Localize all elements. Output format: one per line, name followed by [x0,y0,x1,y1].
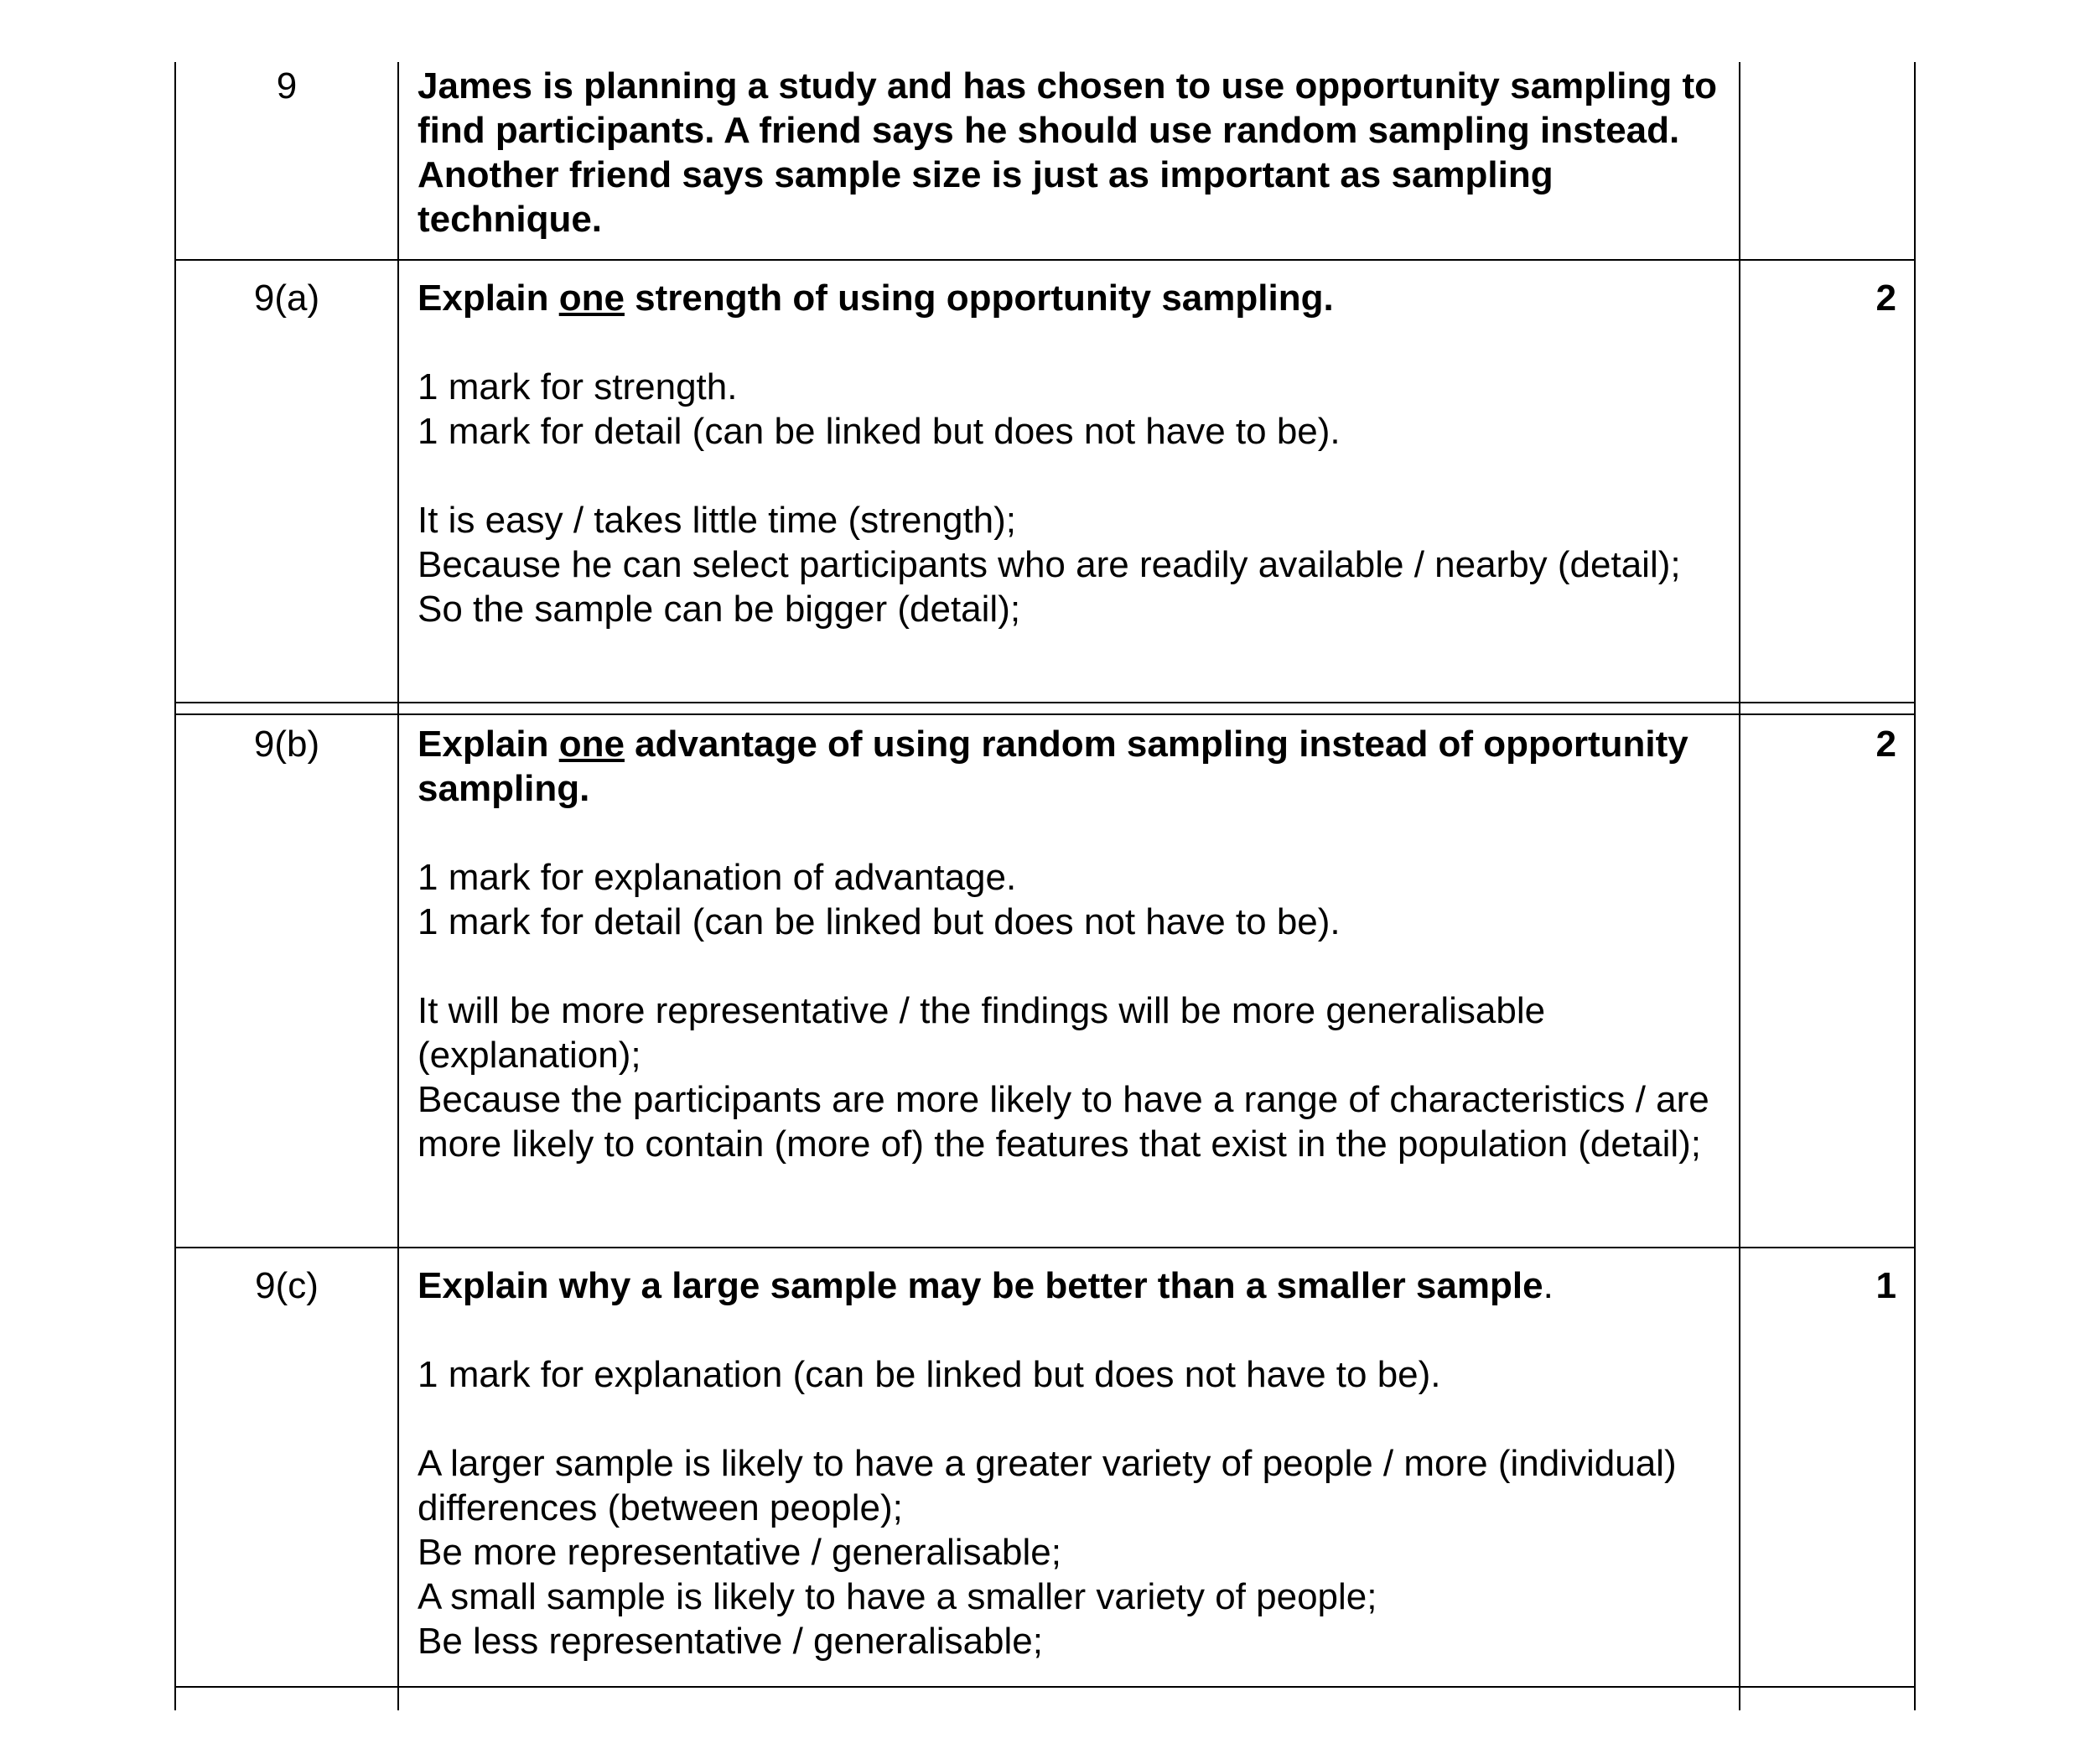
answer-line: A small sample is likely to have a smaller variety of people; [418,1576,1377,1617]
question-content [418,64,1725,241]
question-prompt: Explain one advantage of using random sampling instead of opportunity sampling. [418,724,1688,809]
marking-guidance [418,1352,1725,1397]
marks-value: 2 [1875,278,1896,319]
guidance-line: 1 mark for strength. [418,366,738,407]
marks-value: 1 [1875,1265,1896,1306]
question-stem: James is planning a study and has chosen to use opportunity sampling to find participants. A friend says he should use random sampling instead. Another friend says sample size is just as important as sampling technique. [418,65,1718,240]
question-content [418,276,1725,631]
question-content [418,1263,1725,1663]
guidance-line: 1 mark for explanation (can be linked but does not have to be). [418,1354,1441,1395]
answer-line: Be more representative / generalisable; [418,1532,1061,1573]
answer-line: Because he can select participants who are readily available / nearby (detail); [418,544,1681,585]
answer-line: Because the participants are more likely to have a range of characteristics / are more likely to contain (more of) the features that exist in the population (detail); [418,1079,1709,1165]
indicative-answers [418,498,1725,631]
answer-line: A larger sample is likely to have a greater variety of people / more (individual) differences (between people); [418,1443,1677,1528]
question-number: 9 [276,65,298,106]
table-row-9b [174,715,1916,1247]
question-prompt: Explain one strength of using opportunity sampling. [418,278,1334,319]
question-content [418,722,1725,1166]
answer-line: So the sample can be bigger (detail); [418,589,1021,630]
marking-guidance [418,365,1725,454]
guidance-line: 1 mark for explanation of advantage. [418,857,1017,898]
emphasis-underlined: one [558,724,625,765]
guidance-line: 1 mark for detail (can be linked but does not have to be). [418,901,1341,942]
marking-guidance [418,855,1725,944]
answer-line: It will be more representative / the findings will be more generalisable (explanation); [418,990,1546,1076]
answer-line: Be less representative / generalisable; [418,1621,1043,1662]
marks-value: 2 [1875,724,1896,765]
question-number: 9(c) [255,1265,319,1306]
emphasis-underlined: one [558,278,625,319]
row-divider [174,1686,1916,1688]
mark-scheme-table [174,62,1917,1710]
answer-line: It is easy / takes little time (strength); [418,500,1017,541]
indicative-answers [418,988,1725,1166]
table-row-9a [174,261,1916,702]
indicative-answers [418,1441,1725,1663]
question-number: 9(b) [253,724,320,765]
guidance-line: 1 mark for detail (can be linked but does not have to be). [418,411,1341,452]
table-row-9 [174,62,1916,259]
question-number: 9(a) [253,278,320,319]
row-divider-double-top [174,702,1916,703]
table-row-9c [174,1248,1916,1686]
question-prompt: Explain why a large sample may be better than a smaller sample. [418,1265,1554,1306]
